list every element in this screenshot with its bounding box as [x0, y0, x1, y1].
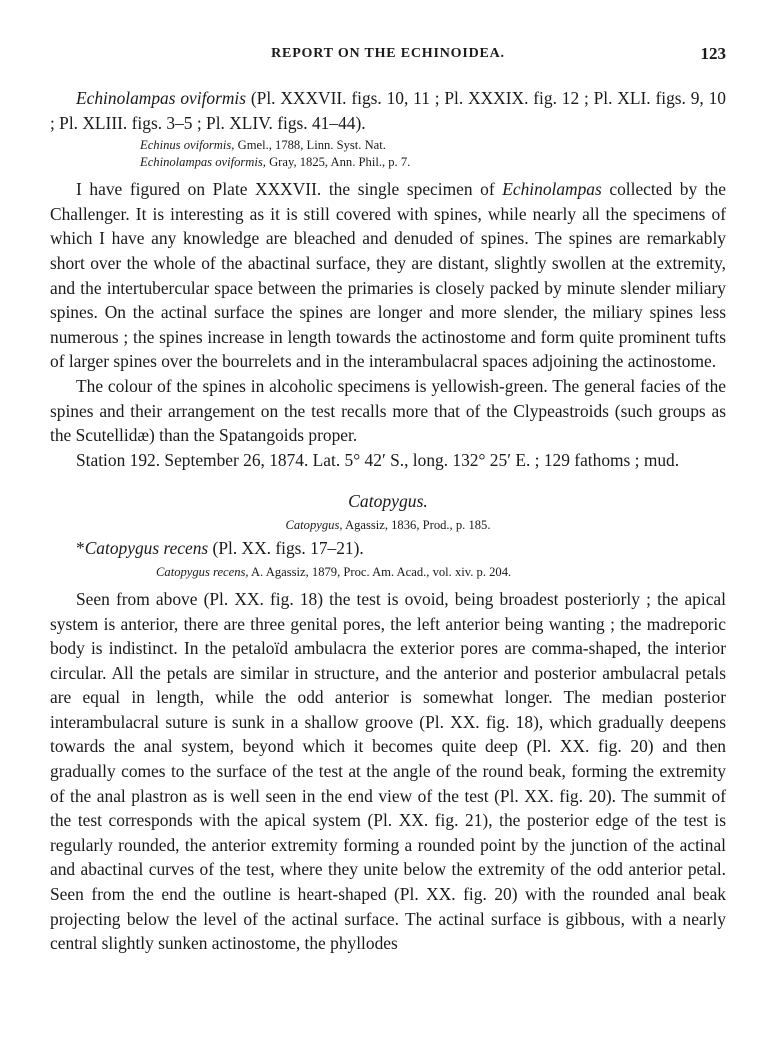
running-header [50, 46, 726, 68]
plate-references: (Pl. XXXVII. figs. 10, 11 ; Pl. XXXIX. fig. 12 ; Pl. XLI. figs. 9, 10 ; Pl. XLIII. figs. 3–5 ; Pl. XLIV. figs. 41–44). [50, 88, 726, 133]
synonym-item: Echinolampas oviformis, Gray, 1825, Ann. Phil., p. 7. [140, 155, 411, 170]
main-text [50, 86, 726, 956]
species-name: Catopygus recens [84, 538, 209, 559]
species-name: Echinolampas oviformis [76, 88, 247, 108]
synonymy-list [50, 137, 726, 171]
paragraph-description: Seen from above (Pl. XX. fig. 18) the test is ovoid, being broadest posteriorly ; the apical system is anterior, there are three genital pores, the left anterior being wanting ; the madreporic body is indistinct. In the petaloïd ambulacra the exterior pores are comma-shaped, the interior circular. All the petals are similar in structure, and the anterior and posterior ambulacral petals are equal in length, while the odd anterior is somewhat longer. The median posterior interambulacral suture is sunk in a shallow groove (Pl. XX. fig. 18), which gradually deepens towards the anal system, beyond which it becomes quite deep (Pl. XX. fig. 20) and then gradually comes to the surface of the test at the angle of the round beak, forming the extremity of the anal plastron as is well seen in the end view of the test (Pl. XX. fig. 20). The summit of the test corresponds with the apical system (Pl. XX. fig. 21), the posterior edge of the test is regularly rounded, the anterior extremity forming a rounded point by the junction of the actinal and abactinal curves of the test, where they unite below the extremity of the odd anterior petal. Seen from the end the outline is heart-shaped (Pl. XX. fig. 20) with the rounded anal beak projecting below the level of the actinal surface. The actinal surface is gibbous, with a nearly central slightly sunken actinostome, the phyllodes [50, 588, 726, 954]
running-title: REPORT ON THE ECHINOIDEA. [271, 46, 505, 61]
paragraph-colour: The colour of the spines in alcoholic specimens is yellowish-green. The general facies of the spines and their arrangement on the test recalls more that of the Clypeastroids (such groups as the Scutellidæ) than the Spatangoids proper. [50, 375, 726, 446]
plate-references: (Pl. XX. figs. 17–21). [208, 538, 364, 559]
synonym-item: Echinus oviformis, Gmel., 1788, Linn. Syst. Nat. [140, 138, 386, 153]
paragraph-station: Station 192. September 26, 1874. Lat. 5° 42′ S., long. 132° 25′ E. ; 129 fathoms ; mud. [76, 449, 680, 470]
genus-reference: Catopygus, Agassiz, 1836, Prod., p. 185. [285, 518, 491, 533]
paragraph-spines: I have figured on Plate XXXVII. the single specimen of Echinolampas collected by the Challenger. It is interesting as it is still covered with spines, while nearly all the specimens of which I have any knowledge are bleached and denuded of spines. The spines are remarkably short over the whole of the abactinal surface, they are distant, slightly swollen at the extremity, and the intertubercular space between the primaries is closely packed by minute slender miliary spines. On the actinal surface the spines are longer and more slender, the miliary spines less numerous ; the spines increase in length towards the actinostome and form quite prominent tufts of larger spines over the bourrelets and in the interambulacral spaces adjoining the actinostome. [50, 179, 726, 372]
synonym-item: Catopygus recens, A. Agassiz, 1879, Proc. Am. Acad., vol. xiv. p. 204. [156, 564, 512, 579]
species-entry-catopygus: *Catopygus recens (Pl. XX. figs. 17–21). [76, 538, 364, 559]
genus-heading: Catopygus. [348, 491, 428, 512]
page-number: 123 [700, 44, 726, 63]
species-entry-echinolampas [50, 86, 726, 135]
